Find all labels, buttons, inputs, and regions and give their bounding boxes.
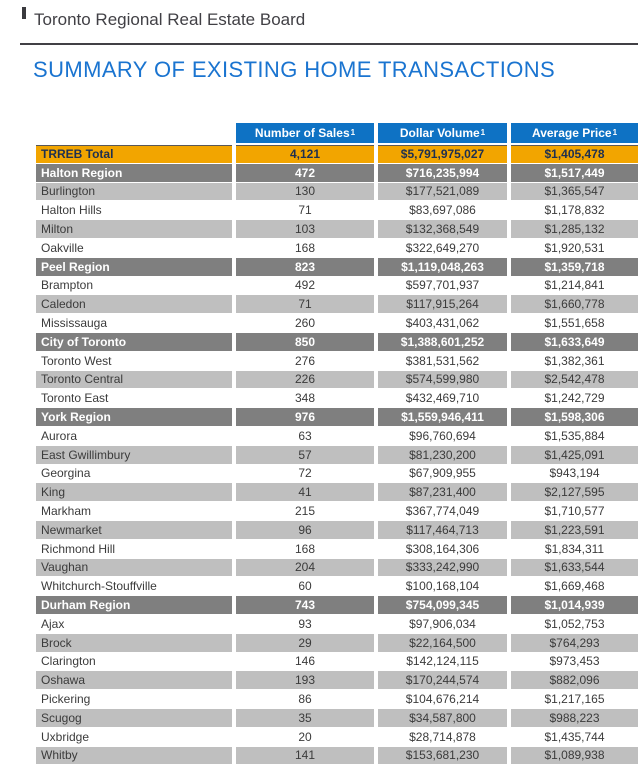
region-name-cell: Toronto East <box>36 389 232 407</box>
number-of-sales-cell: 41 <box>236 483 374 501</box>
region-name-cell: Whitchurch-Stouffville <box>36 577 232 595</box>
dollar-volume-cell: $100,168,104 <box>378 577 507 595</box>
table-row <box>36 258 638 276</box>
region-name-cell: Mississauga <box>36 314 232 332</box>
average-price-cell: $1,669,468 <box>511 577 638 595</box>
region-name-cell: Milton <box>36 220 232 238</box>
table-row <box>36 502 638 520</box>
number-of-sales-cell: 204 <box>236 559 374 577</box>
dollar-volume-cell: $117,915,264 <box>378 295 507 313</box>
dollar-volume-cell: $5,791,975,027 <box>378 145 507 163</box>
table-row <box>36 145 638 163</box>
region-name-cell: Markham <box>36 502 232 520</box>
number-of-sales-cell: 850 <box>236 333 374 351</box>
table-row <box>36 408 638 426</box>
table-row <box>36 277 638 295</box>
number-of-sales-cell: 130 <box>236 183 374 201</box>
number-of-sales-cell: 215 <box>236 502 374 520</box>
table-row <box>36 747 638 765</box>
average-price-cell: $1,535,884 <box>511 427 638 445</box>
table-row <box>36 352 638 370</box>
table-row <box>36 690 638 708</box>
dollar-volume-cell: $34,587,800 <box>378 709 507 727</box>
number-of-sales-cell: 71 <box>236 295 374 313</box>
average-price-cell: $1,217,165 <box>511 690 638 708</box>
dollar-volume-cell: $97,906,034 <box>378 615 507 633</box>
table-row <box>36 389 638 407</box>
table-row <box>36 559 638 577</box>
region-name-cell: King <box>36 483 232 501</box>
average-price-cell: $2,542,478 <box>511 371 638 389</box>
dollar-volume-cell: $142,124,115 <box>378 653 507 671</box>
header-divider <box>20 43 638 45</box>
region-name-cell: Peel Region <box>36 258 232 276</box>
dollar-volume-cell: $308,164,306 <box>378 540 507 558</box>
average-price-cell: $1,214,841 <box>511 277 638 295</box>
average-price-cell: $988,223 <box>511 709 638 727</box>
region-name-cell: Oakville <box>36 239 232 257</box>
region-name-cell: Toronto West <box>36 352 232 370</box>
region-name-cell: Uxbridge <box>36 728 232 746</box>
table-row <box>36 540 638 558</box>
number-of-sales-cell: 29 <box>236 634 374 652</box>
logo-mark <box>22 7 26 19</box>
column-header-label: Number of Sales <box>254 126 350 140</box>
number-of-sales-cell: 743 <box>236 596 374 614</box>
table-row <box>36 183 638 201</box>
table-row <box>36 220 638 238</box>
number-of-sales-cell: 4,121 <box>236 145 374 163</box>
dollar-volume-cell: $81,230,200 <box>378 446 507 464</box>
table-row <box>36 446 638 464</box>
table-row <box>36 314 638 332</box>
region-name-cell: Halton Region <box>36 164 232 182</box>
table-row <box>36 164 638 182</box>
average-price-cell: $1,551,658 <box>511 314 638 332</box>
column-header-label: Average Price <box>531 126 612 140</box>
table-row <box>36 653 638 671</box>
region-name-cell: East Gwillimbury <box>36 446 232 464</box>
dollar-volume-cell: $716,235,994 <box>378 164 507 182</box>
average-price-cell: $1,660,778 <box>511 295 638 313</box>
average-price-cell: $1,425,091 <box>511 446 638 464</box>
table-row <box>36 371 638 389</box>
number-of-sales-cell: 823 <box>236 258 374 276</box>
dollar-volume-cell: $87,231,400 <box>378 483 507 501</box>
table-header-corner-cell <box>36 123 232 143</box>
dollar-volume-cell: $381,531,562 <box>378 352 507 370</box>
region-name-cell: Toronto Central <box>36 371 232 389</box>
average-price-cell: $1,365,547 <box>511 183 638 201</box>
dollar-volume-cell: $132,368,549 <box>378 220 507 238</box>
number-of-sales-cell: 60 <box>236 577 374 595</box>
average-price-cell: $1,382,361 <box>511 352 638 370</box>
dollar-volume-cell: $153,681,230 <box>378 747 507 765</box>
number-of-sales-cell: 472 <box>236 164 374 182</box>
average-price-cell: $1,242,729 <box>511 389 638 407</box>
number-of-sales-cell: 226 <box>236 371 374 389</box>
table-row <box>36 295 638 313</box>
table-row <box>36 577 638 595</box>
average-price-cell: $1,285,132 <box>511 220 638 238</box>
number-of-sales-cell: 260 <box>236 314 374 332</box>
region-name-cell: City of Toronto <box>36 333 232 351</box>
region-name-cell: Brampton <box>36 277 232 295</box>
number-of-sales-cell: 57 <box>236 446 374 464</box>
dollar-volume-cell: $170,244,574 <box>378 671 507 689</box>
average-price-cell: $1,089,938 <box>511 747 638 765</box>
average-price-cell: $1,598,306 <box>511 408 638 426</box>
table-row <box>36 427 638 445</box>
table-row <box>36 333 638 351</box>
region-name-cell: York Region <box>36 408 232 426</box>
number-of-sales-cell: 168 <box>236 239 374 257</box>
dollar-volume-cell: $754,099,345 <box>378 596 507 614</box>
average-price-cell: $1,178,832 <box>511 201 638 219</box>
average-price-cell: $2,127,595 <box>511 483 638 501</box>
region-name-cell: Scugog <box>36 709 232 727</box>
region-name-cell: TRREB Total <box>36 145 232 163</box>
report-title: SUMMARY OF EXISTING HOME TRANSACTIONS <box>33 57 556 82</box>
number-of-sales-cell: 63 <box>236 427 374 445</box>
dollar-volume-cell: $104,676,214 <box>378 690 507 708</box>
number-of-sales-cell: 35 <box>236 709 374 727</box>
number-of-sales-cell: 168 <box>236 540 374 558</box>
region-name-cell: Clarington <box>36 653 232 671</box>
average-price-cell: $882,096 <box>511 671 638 689</box>
number-of-sales-cell: 103 <box>236 220 374 238</box>
table-row <box>36 201 638 219</box>
dollar-volume-cell: $432,469,710 <box>378 389 507 407</box>
region-name-cell: Whitby <box>36 747 232 765</box>
dollar-volume-cell: $1,559,946,411 <box>378 408 507 426</box>
dollar-volume-cell: $1,388,601,252 <box>378 333 507 351</box>
average-price-cell: $1,710,577 <box>511 502 638 520</box>
average-price-cell: $1,014,939 <box>511 596 638 614</box>
average-price-cell: $1,223,591 <box>511 521 638 539</box>
number-of-sales-cell: 20 <box>236 728 374 746</box>
dollar-volume-cell: $96,760,694 <box>378 427 507 445</box>
column-header-average-price: Average Price 1 <box>511 123 638 143</box>
column-header-dollar-volume: Dollar Volume 1 <box>378 123 507 143</box>
region-name-cell: Georgina <box>36 465 232 483</box>
region-name-cell: Halton Hills <box>36 201 232 219</box>
region-name-cell: Newmarket <box>36 521 232 539</box>
table-row <box>36 239 638 257</box>
dollar-volume-cell: $597,701,937 <box>378 277 507 295</box>
dollar-volume-cell: $117,464,713 <box>378 521 507 539</box>
dollar-volume-cell: $403,431,062 <box>378 314 507 332</box>
table-row <box>36 728 638 746</box>
dollar-volume-cell: $574,599,980 <box>378 371 507 389</box>
average-price-cell: $1,517,449 <box>511 164 638 182</box>
number-of-sales-cell: 86 <box>236 690 374 708</box>
table-row <box>36 596 638 614</box>
region-name-cell: Caledon <box>36 295 232 313</box>
dollar-volume-cell: $1,119,048,263 <box>378 258 507 276</box>
region-name-cell: Richmond Hill <box>36 540 232 558</box>
average-price-cell: $973,453 <box>511 653 638 671</box>
number-of-sales-cell: 193 <box>236 671 374 689</box>
average-price-cell: $1,359,718 <box>511 258 638 276</box>
table-row <box>36 521 638 539</box>
number-of-sales-cell: 492 <box>236 277 374 295</box>
number-of-sales-cell: 96 <box>236 521 374 539</box>
region-name-cell: Aurora <box>36 427 232 445</box>
region-name-cell: Oshawa <box>36 671 232 689</box>
number-of-sales-cell: 146 <box>236 653 374 671</box>
table-header-row <box>36 123 638 143</box>
dollar-volume-cell: $367,774,049 <box>378 502 507 520</box>
region-name-cell: Vaughan <box>36 559 232 577</box>
region-name-cell: Pickering <box>36 690 232 708</box>
board-title: Toronto Regional Real Estate Board <box>34 10 306 29</box>
table-row <box>36 671 638 689</box>
region-name-cell: Ajax <box>36 615 232 633</box>
average-price-cell: $1,834,311 <box>511 540 638 558</box>
number-of-sales-cell: 93 <box>236 615 374 633</box>
dollar-volume-cell: $83,697,086 <box>378 201 507 219</box>
average-price-cell: $943,194 <box>511 465 638 483</box>
dollar-volume-cell: $333,242,990 <box>378 559 507 577</box>
table-row <box>36 709 638 727</box>
table-row <box>36 634 638 652</box>
number-of-sales-cell: 276 <box>236 352 374 370</box>
column-header-label: Dollar Volume <box>399 126 480 140</box>
table-row <box>36 465 638 483</box>
column-header-number-of-sales: Number of Sales 1 <box>236 123 374 143</box>
average-price-cell: $1,435,744 <box>511 728 638 746</box>
dollar-volume-cell: $28,714,878 <box>378 728 507 746</box>
transactions-table <box>36 123 638 765</box>
region-name-cell: Burlington <box>36 183 232 201</box>
number-of-sales-cell: 348 <box>236 389 374 407</box>
average-price-cell: $764,293 <box>511 634 638 652</box>
average-price-cell: $1,405,478 <box>511 145 638 163</box>
dollar-volume-cell: $322,649,270 <box>378 239 507 257</box>
number-of-sales-cell: 141 <box>236 747 374 765</box>
table-body <box>36 145 638 764</box>
number-of-sales-cell: 72 <box>236 465 374 483</box>
table-row <box>36 483 638 501</box>
average-price-cell: $1,920,531 <box>511 239 638 257</box>
dollar-volume-cell: $67,909,955 <box>378 465 507 483</box>
region-name-cell: Durham Region <box>36 596 232 614</box>
region-name-cell: Brock <box>36 634 232 652</box>
average-price-cell: $1,052,753 <box>511 615 638 633</box>
average-price-cell: $1,633,649 <box>511 333 638 351</box>
dollar-volume-cell: $177,521,089 <box>378 183 507 201</box>
dollar-volume-cell: $22,164,500 <box>378 634 507 652</box>
number-of-sales-cell: 976 <box>236 408 374 426</box>
table-row <box>36 615 638 633</box>
average-price-cell: $1,633,544 <box>511 559 638 577</box>
number-of-sales-cell: 71 <box>236 201 374 219</box>
